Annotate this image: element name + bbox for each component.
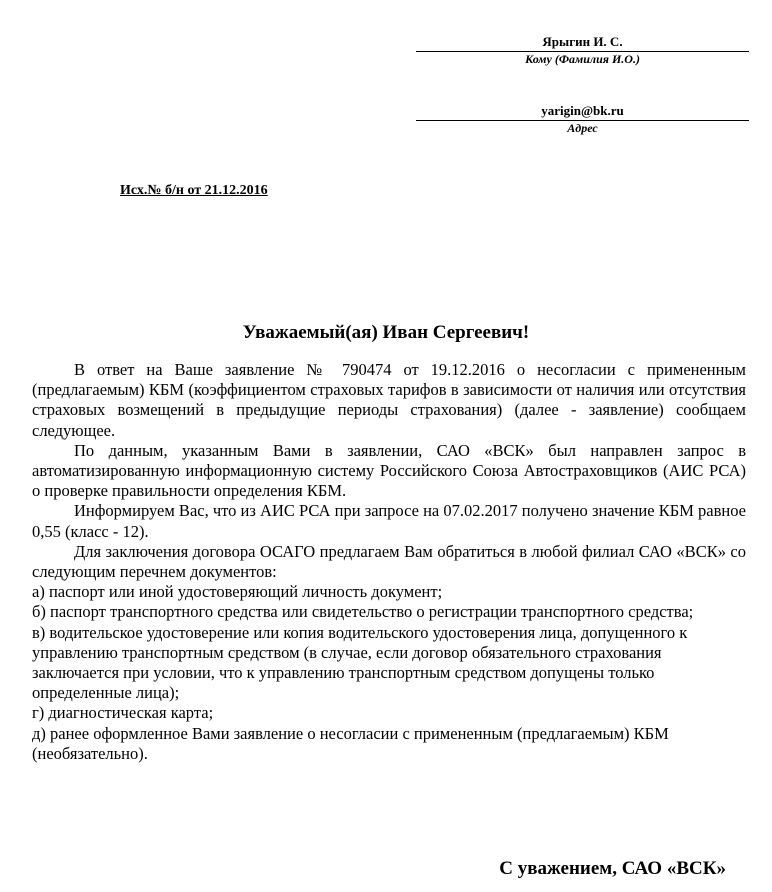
paragraph-response: В ответ на Ваше заявление № 790474 от 19.12.2016 о несогласии с примененным (предлагаемым) КБМ (коэффициентом страховых тарифов в зависимости от наличия или отсутствия страховых возмещений в предыдущие периоды страхования) (далее - заявление) сообщаем следующее. — [32, 360, 746, 440]
document-list-item: а) паспорт или иной удостоверяющий личность документ; — [32, 582, 443, 602]
recipient-email: yarigin@bk.ru — [541, 103, 624, 118]
paragraph-documents-intro: Для заключения договора ОСАГО предлагаем Вам обратиться в любой филиал САО «ВСК» со следующим перечнем документов: — [32, 541, 746, 582]
salutation: Уважаемый(ая) Иван Сергеевич! — [242, 322, 530, 343]
document-list-item: г) диагностическая карта; — [32, 703, 214, 723]
document-list-item: в) водительское удостоверение или копия водительского удостоверения лица, допущенного к управлению транспортным средством (в случае, если договор обязательного страхования заключается при условии, что к управлению транспортным средством допущены только определенные лица); — [32, 622, 688, 703]
paragraph-request: По данным, указанным Вами в заявлении, САО «ВСК» был направлен запрос в автоматизированную информационную систему Российского Союза Автостраховщиков (АИС РСА) о проверке правильности определения КБМ. — [32, 440, 746, 501]
recipient-name-block — [416, 34, 749, 67]
document-list-item: б) паспорт транспортного средства или свидетельство о регистрации транспортного средства; — [32, 602, 694, 622]
recipient-name-caption: Кому (Фамилия И.О.) — [525, 52, 640, 66]
paragraph-kbm-result: Информируем Вас, что из АИС РСА при запросе на 07.02.2017 получено значение КБМ равное 0,55 (класс - 12). — [32, 501, 746, 541]
document-list-item: д) ранее оформленное Вами заявление о несогласии с примененным (предлагаемым) КБМ (необязательно). — [32, 723, 669, 763]
outgoing-reference: Исх.№ б/н от 21.12.2016 — [120, 183, 268, 198]
recipient-address-block — [416, 103, 749, 136]
recipient-name: Ярыгин И. С. — [542, 34, 623, 49]
letter-body — [32, 360, 746, 764]
recipient-address-caption: Адрес — [567, 121, 598, 135]
closing-signature: С уважением, САО «ВСК» — [499, 858, 726, 879]
